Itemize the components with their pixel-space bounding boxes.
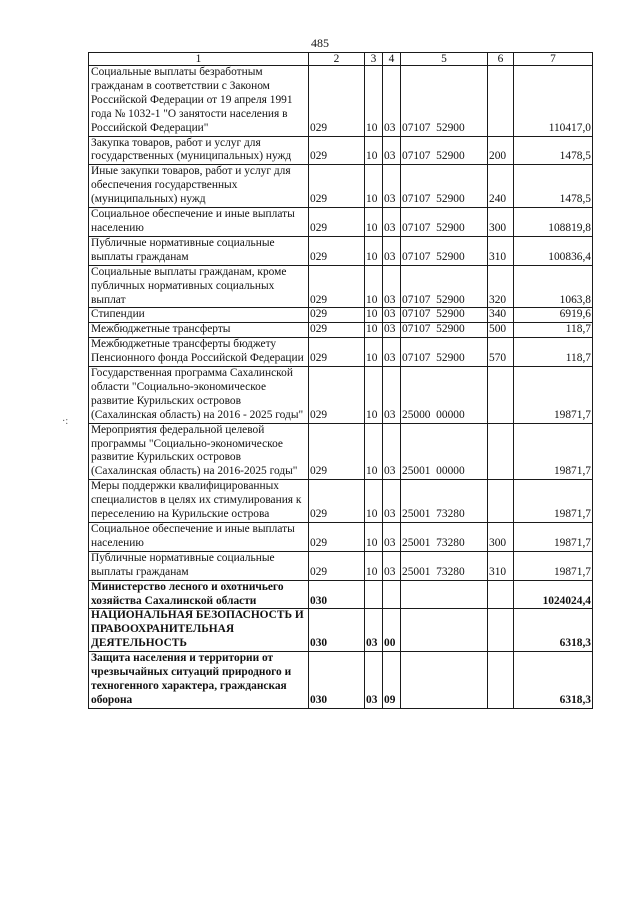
subsection-code: 09 <box>383 652 401 709</box>
table-body <box>89 53 593 709</box>
target-article-code: 25001 73280 <box>401 551 488 580</box>
expense-type-code: 240 <box>488 165 514 208</box>
section-code: 10 <box>365 208 383 237</box>
department-code: 029 <box>309 208 365 237</box>
expense-type-code <box>488 480 514 523</box>
table-row <box>89 236 593 265</box>
column-header: 3 <box>365 53 383 66</box>
amount: 1024024,4 <box>514 580 593 609</box>
section-code: 10 <box>365 236 383 265</box>
target-article-code: 07107 52900 <box>401 165 488 208</box>
amount: 1063,8 <box>514 265 593 308</box>
target-article-code: 07107 52900 <box>401 265 488 308</box>
target-article-code: 07107 52900 <box>401 236 488 265</box>
amount: 6318,3 <box>514 652 593 709</box>
expense-type-code: 310 <box>488 236 514 265</box>
amount: 110417,0 <box>514 66 593 137</box>
subsection-code: 03 <box>383 480 401 523</box>
table-header-row <box>89 53 593 66</box>
department-code: 029 <box>309 338 365 367</box>
item-name: Стипендии <box>89 308 309 323</box>
item-name: Социальное обеспечение и иные выплаты населению <box>89 523 309 552</box>
expense-type-code: 310 <box>488 551 514 580</box>
amount: 19871,7 <box>514 523 593 552</box>
section-code: 10 <box>365 551 383 580</box>
amount: 118,7 <box>514 338 593 367</box>
target-article-code <box>401 580 488 609</box>
amount: 19871,7 <box>514 367 593 424</box>
subsection-code: 03 <box>383 165 401 208</box>
department-code: 029 <box>309 308 365 323</box>
amount: 19871,7 <box>514 551 593 580</box>
section-code: 10 <box>365 523 383 552</box>
department-code: 030 <box>309 652 365 709</box>
target-article-code: 07107 52900 <box>401 136 488 165</box>
table-row <box>89 523 593 552</box>
section-code: 03 <box>365 609 383 652</box>
column-header: 2 <box>309 53 365 66</box>
column-header: 1 <box>89 53 309 66</box>
expense-type-code: 300 <box>488 208 514 237</box>
department-code: 029 <box>309 136 365 165</box>
expense-type-code: 340 <box>488 308 514 323</box>
department-code: 029 <box>309 236 365 265</box>
table-row <box>89 423 593 480</box>
amount: 19871,7 <box>514 423 593 480</box>
table-row <box>89 136 593 165</box>
section-code: 10 <box>365 338 383 367</box>
subsection-code: 03 <box>383 323 401 338</box>
department-code: 029 <box>309 165 365 208</box>
subsection-code: 03 <box>383 136 401 165</box>
item-name: Социальные выплаты безработным гражданам в соответствии с Законом Российской Федерации от 19 апреля 1991 года № 1032-1 "О занятости населения в Российской Федерации" <box>89 66 309 137</box>
amount: 6919,6 <box>514 308 593 323</box>
table-row <box>89 609 593 652</box>
item-name: Министерство лесного и охотничьего хозяйства Сахалинской области <box>89 580 309 609</box>
section-code: 10 <box>365 308 383 323</box>
scan-mark: ·: <box>62 416 69 427</box>
amount: 100836,4 <box>514 236 593 265</box>
table-row <box>89 265 593 308</box>
table-row <box>89 308 593 323</box>
table-row <box>89 165 593 208</box>
table-row <box>89 580 593 609</box>
department-code: 029 <box>309 480 365 523</box>
target-article-code: 25001 73280 <box>401 523 488 552</box>
section-code: 10 <box>365 480 383 523</box>
item-name: Государственная программа Сахалинской области "Социально-экономическое развитие Курильских островов (Сахалинская область) на 2016 - 2025 годы" <box>89 367 309 424</box>
department-code: 030 <box>309 580 365 609</box>
item-name: Меры поддержки квалифицированных специалистов в целях их стимулирования к переселению на Курильские острова <box>89 480 309 523</box>
department-code: 030 <box>309 609 365 652</box>
item-name: НАЦИОНАЛЬНАЯ БЕЗОПАСНОСТЬ И ПРАВООХРАНИТЕЛЬНАЯ ДЕЯТЕЛЬНОСТЬ <box>89 609 309 652</box>
expense-type-code <box>488 580 514 609</box>
table-row <box>89 338 593 367</box>
subsection-code: 03 <box>383 423 401 480</box>
target-article-code <box>401 652 488 709</box>
subsection-code: 03 <box>383 236 401 265</box>
subsection-code: 03 <box>383 308 401 323</box>
column-header: 7 <box>514 53 593 66</box>
item-name: Межбюджетные трансферты бюджету Пенсионного фонда Российской Федерации <box>89 338 309 367</box>
expense-type-code: 200 <box>488 136 514 165</box>
expense-type-code <box>488 652 514 709</box>
department-code: 029 <box>309 523 365 552</box>
subsection-code: 03 <box>383 551 401 580</box>
section-code: 10 <box>365 265 383 308</box>
subsection-code: 03 <box>383 265 401 308</box>
column-header: 6 <box>488 53 514 66</box>
item-name: Защита населения и территории от чрезвычайных ситуаций природного и техногенного характера, гражданская оборона <box>89 652 309 709</box>
section-code: 10 <box>365 136 383 165</box>
subsection-code: 00 <box>383 609 401 652</box>
item-name: Иные закупки товаров, работ и услуг для обеспечения государственных (муниципальных) нужд <box>89 165 309 208</box>
subsection-code: 03 <box>383 208 401 237</box>
section-code: 10 <box>365 165 383 208</box>
target-article-code: 07107 52900 <box>401 308 488 323</box>
expense-type-code: 570 <box>488 338 514 367</box>
table-row <box>89 551 593 580</box>
subsection-code: 03 <box>383 523 401 552</box>
department-code: 029 <box>309 551 365 580</box>
expense-type-code: 300 <box>488 523 514 552</box>
target-article-code: 07107 52900 <box>401 208 488 237</box>
expense-type-code <box>488 423 514 480</box>
expense-type-code <box>488 367 514 424</box>
section-code: 03 <box>365 652 383 709</box>
item-name: Социальное обеспечение и иные выплаты населению <box>89 208 309 237</box>
expense-type-code: 500 <box>488 323 514 338</box>
section-code: 10 <box>365 367 383 424</box>
department-code: 029 <box>309 367 365 424</box>
expense-type-code <box>488 609 514 652</box>
budget-table <box>88 52 593 709</box>
subsection-code: 03 <box>383 367 401 424</box>
target-article-code: 07107 52900 <box>401 338 488 367</box>
table-row <box>89 480 593 523</box>
column-header: 5 <box>401 53 488 66</box>
target-article-code: 25001 73280 <box>401 480 488 523</box>
table-row <box>89 323 593 338</box>
item-name: Мероприятия федеральной целевой программы "Социально-экономическое развитие Курильских островов (Сахалинская область) на 2016-2025 годы" <box>89 423 309 480</box>
department-code: 029 <box>309 323 365 338</box>
item-name: Социальные выплаты гражданам, кроме публичных нормативных социальных выплат <box>89 265 309 308</box>
section-code: 10 <box>365 66 383 137</box>
item-name: Межбюджетные трансферты <box>89 323 309 338</box>
amount: 118,7 <box>514 323 593 338</box>
department-code: 029 <box>309 66 365 137</box>
item-name: Публичные нормативные социальные выплаты гражданам <box>89 551 309 580</box>
table-row <box>89 367 593 424</box>
expense-type-code <box>488 66 514 137</box>
amount: 1478,5 <box>514 165 593 208</box>
target-article-code: 07107 52900 <box>401 66 488 137</box>
amount: 6318,3 <box>514 609 593 652</box>
subsection-code <box>383 580 401 609</box>
subsection-code: 03 <box>383 66 401 137</box>
amount: 19871,7 <box>514 480 593 523</box>
target-article-code <box>401 609 488 652</box>
subsection-code: 03 <box>383 338 401 367</box>
table-row <box>89 652 593 709</box>
item-name: Закупка товаров, работ и услуг для государственных (муниципальных) нужд <box>89 136 309 165</box>
table-row <box>89 66 593 137</box>
item-name: Публичные нормативные социальные выплаты гражданам <box>89 236 309 265</box>
section-code: 10 <box>365 323 383 338</box>
column-header: 4 <box>383 53 401 66</box>
target-article-code: 25001 00000 <box>401 423 488 480</box>
amount: 1478,5 <box>514 136 593 165</box>
section-code <box>365 580 383 609</box>
table-row <box>89 208 593 237</box>
page-number: 485 <box>311 36 329 50</box>
department-code: 029 <box>309 265 365 308</box>
section-code: 10 <box>365 423 383 480</box>
expense-type-code: 320 <box>488 265 514 308</box>
target-article-code: 25000 00000 <box>401 367 488 424</box>
amount: 108819,8 <box>514 208 593 237</box>
target-article-code: 07107 52900 <box>401 323 488 338</box>
department-code: 029 <box>309 423 365 480</box>
